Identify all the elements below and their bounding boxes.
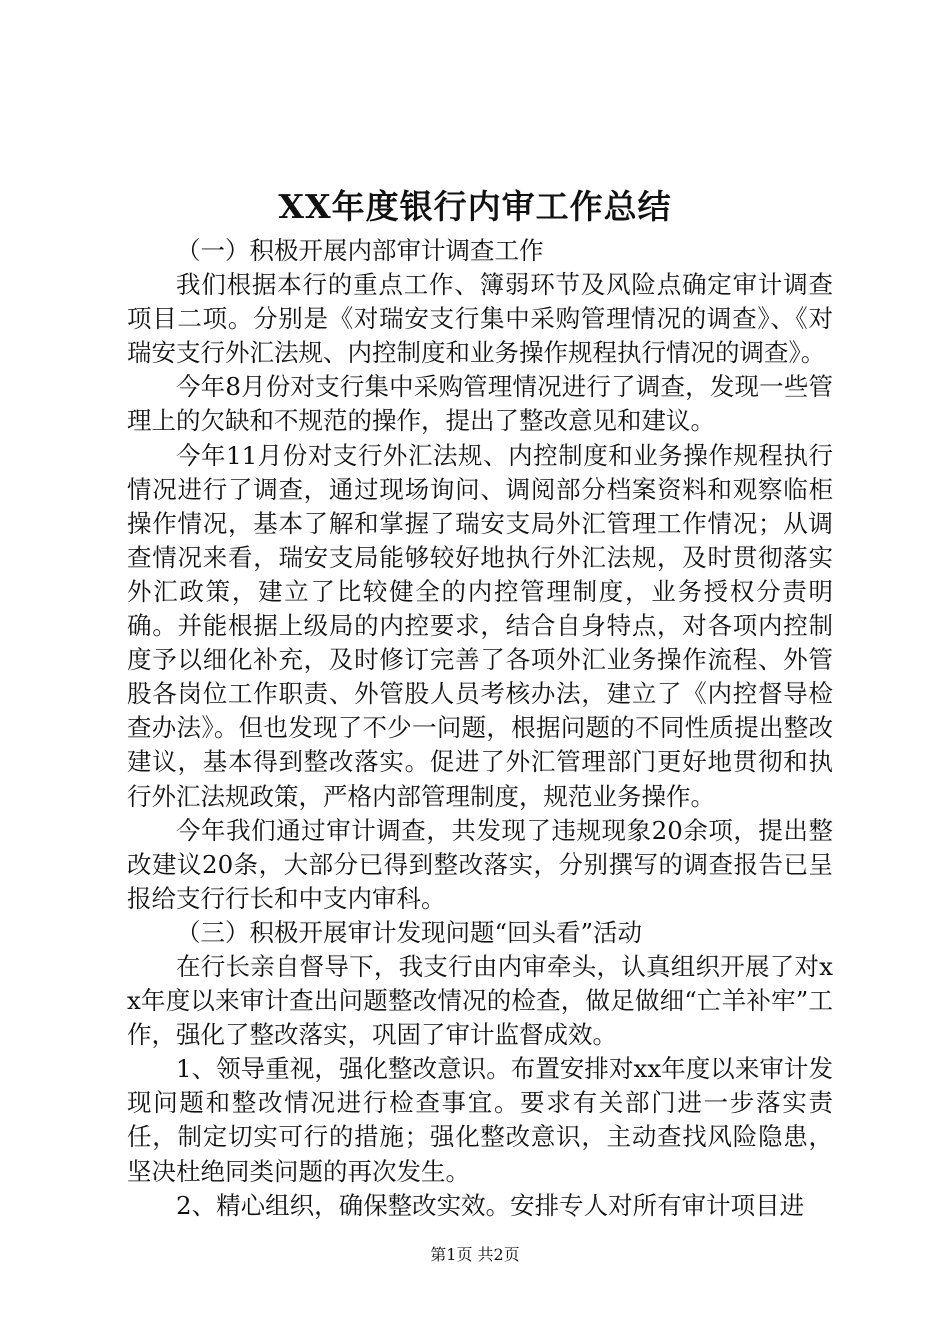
- section-heading-1: （一）积极开展内部审计调查工作: [176, 236, 544, 265]
- paragraph: 1、领导重视，强化整改意识。布置安排对xx年度以来审计发现问题和整改情况进行检查事宜。要求有关部门进一步落实责任，制定切实可行的措施；强化整改意识，主动查找风险隐患，坚决杜绝同类问题的再次发生。: [127, 1054, 833, 1186]
- document-body: [127, 234, 833, 1223]
- section-heading-3: （三）积极开展审计发现问题“回头看”活动: [176, 917, 643, 947]
- paragraph: 今年8月份对支行集中采购管理情况进行了调查，发现一些管理上的欠缺和不规范的操作，提出了整改意见和建议。: [127, 372, 833, 436]
- paragraph: 2、精心组织，确保整改实效。安排专人对所有审计项目进: [176, 1190, 805, 1220]
- document-title: XX年度银行内审工作总结: [278, 187, 672, 226]
- paragraph: 我们根据本行的重点工作、簿弱环节及风险点确定审计调查项目二项。分别是《对瑞安支行集中采购管理情况的调查》、《对瑞安支行外汇法规、内控制度和业务操作规程执行情况的调查》。: [127, 270, 833, 368]
- paragraph: 今年11月份对支行外汇法规、内控制度和业务操作规程执行情况进行了调查，通过现场询问、调阅部分档案资料和观察临柜操作情况，基本了解和掌握了瑞安支局外汇管理工作情况；从调查情况来看，瑞安支局能够较好地执行外汇法规，及时贯彻落实外汇政策，建立了比较健全的内控管理制度，业务授权分责明确。并能根据上级局的内控要求，结合自身特点，对各项内控制度予以细化补充，及时修订完善了各项外汇业务操作流程、外管股各岗位工作职责、外管股人员考核办法，建立了《内控督导检查办法》。但也发现了不少一问题，根据问题的不同性质提出整改建议，基本得到整改落实。促进了外汇管理部门更好地贯彻和执行外汇法规政策，严格内部管理制度，规范业务操作。: [127, 440, 833, 811]
- paragraph: 在行长亲自督导下，我支行由内审牵头，认真组织开展了对xx年度以来审计查出问题整改情况的检查，做足做细“亡羊补牢”工作，强化了整改落实，巩固了审计监督成效。: [127, 951, 833, 1050]
- page-footer: 第1页 共2页: [430, 1245, 520, 1264]
- paragraph: 今年我们通过审计调查，共发现了违规现象20余项，提出整改建议20条，大部分已得到整改落实，分别撰写的调查报告已呈报给支行行长和中支内审科。: [127, 815, 833, 913]
